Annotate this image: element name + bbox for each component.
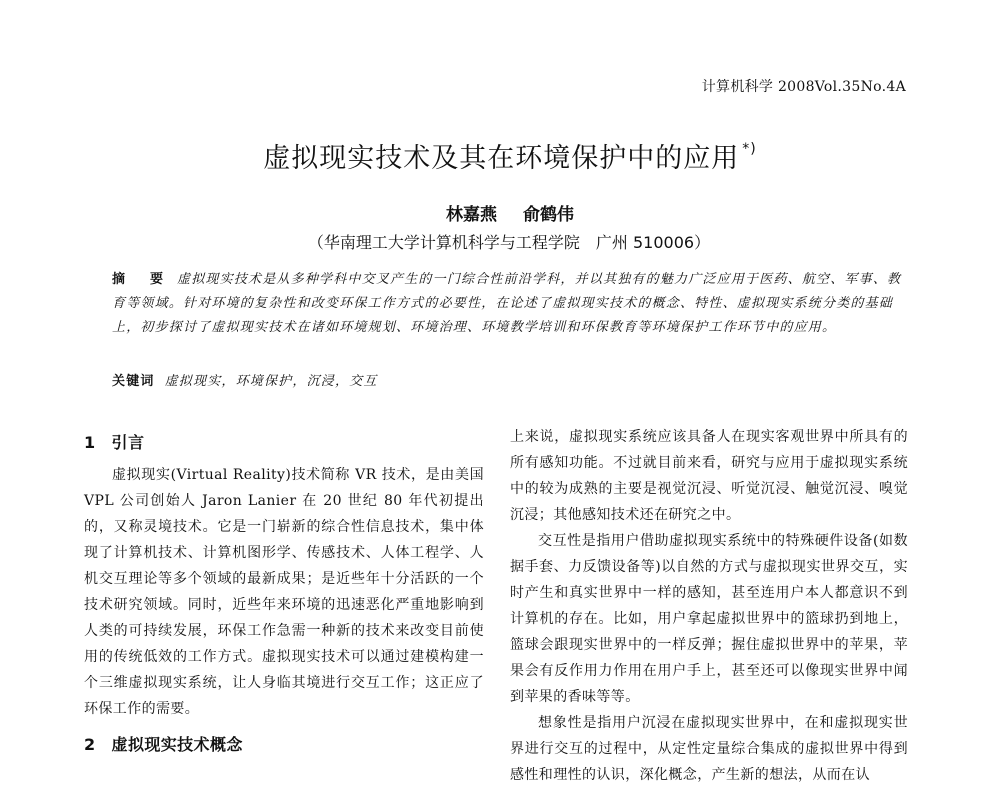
section-number: 1	[84, 433, 96, 452]
running-header: 计算机科学 2008Vol.35No.4A	[701, 79, 906, 95]
abstract-block	[112, 268, 902, 340]
body-paragraph: 上来说，虚拟现实系统应该具备人在现实客观世界中所具有的所有感知功能。不过就目前来看，研究与应用于虚拟现实系统中的较为成熟的主要是视觉沉浸、听觉沉浸、触觉沉浸、嗅觉沉浸；其他感知技术还在研究之中。	[510, 429, 908, 523]
body-paragraph: 交互性是指用户借助虚拟现实系统中的特殊硬件设备(如数据手套、力反馈设备等)以自然的方式与虚拟现实世界交互，实时产生和真实世界中一样的感知，甚至连用户本人都意识不到计算机的存在。比如，用户拿起虚拟世界中的篮球扔到地上，篮球会跟现实世界中的一样反弹；握住虚拟世界中的苹果，苹果会有反作用力作用在用户手上，甚至还可以像现实世界中闻到苹果的香味等等。	[510, 533, 908, 705]
keywords-block	[112, 370, 902, 394]
left-column	[84, 428, 484, 764]
title-footnote-mark: *)	[742, 141, 757, 157]
keywords-text: 虚拟现实，环境保护，沉浸，交互	[164, 374, 378, 389]
paper-title	[263, 136, 756, 175]
right-column	[510, 424, 908, 788]
abstract-text: 虚拟现实技术是从多种学科中交叉产生的一门综合性前沿学科，并以其独有的魅力广泛应用于医药、航空、军事、教育等领域。针对环境的复杂性和改变环保工作方式的必要性，在论述了虚拟现实技术的概念、特性、虚拟现实系统分类的基础上，初步探讨了虚拟现实技术在诸如环境规划、环境治理、环境教学培训和环保教育等环境保护工作环节中的应用。	[112, 272, 902, 335]
abstract-label: 摘 要	[112, 272, 170, 287]
author-name: 俞鹤伟	[522, 205, 574, 225]
section-heading	[84, 428, 484, 458]
section-title: 引言	[111, 433, 145, 452]
keywords-label: 关键词	[112, 374, 155, 389]
body-paragraph: 想象性是指用户沉浸在虚拟现实世界中，在和虚拟现实世界进行交互的过程中，从定性定量综合集成的虚拟世界中得到感性和理性的认识，深化概念，产生新的想法，从而在认	[510, 715, 908, 783]
affiliation: （华南理工大学计算机科学与工程学院 广州 510006）	[307, 233, 711, 252]
section-heading	[84, 730, 484, 760]
author-list	[0, 200, 1000, 225]
section-title: 虚拟现实技术概念	[111, 735, 243, 754]
title-block	[0, 136, 1000, 175]
body-paragraph: 虚拟现实(Virtual Reality)技术简称 VR 技术，是由美国 VPL 公司创始人 Jaron Lanier 在 20 世纪 80 年代初提出的，又称灵境技术。它是一门崭新的综合性信息技术，集中体现了计算机技术、计算机图形学、传感技术、人体工程学、人机交互理论等多个领域的最新成果；是近些年十分活跃的一个技术研究领域。同时，近些年来环境的迅速恶化严重地影响到人类的可持续发展，环保工作急需一种新的技术来改变目前使用的传统低效的工作方式。虚拟现实技术可以通过建模构建一个三维虚拟现实系统，让人身临其境进行交互工作；这正应了环保工作的需要。	[84, 467, 484, 717]
author-name: 林嘉燕	[446, 205, 498, 225]
paper-title-text: 虚拟现实技术及其在环境保护中的应用	[263, 143, 740, 174]
section-number: 2	[84, 735, 96, 754]
